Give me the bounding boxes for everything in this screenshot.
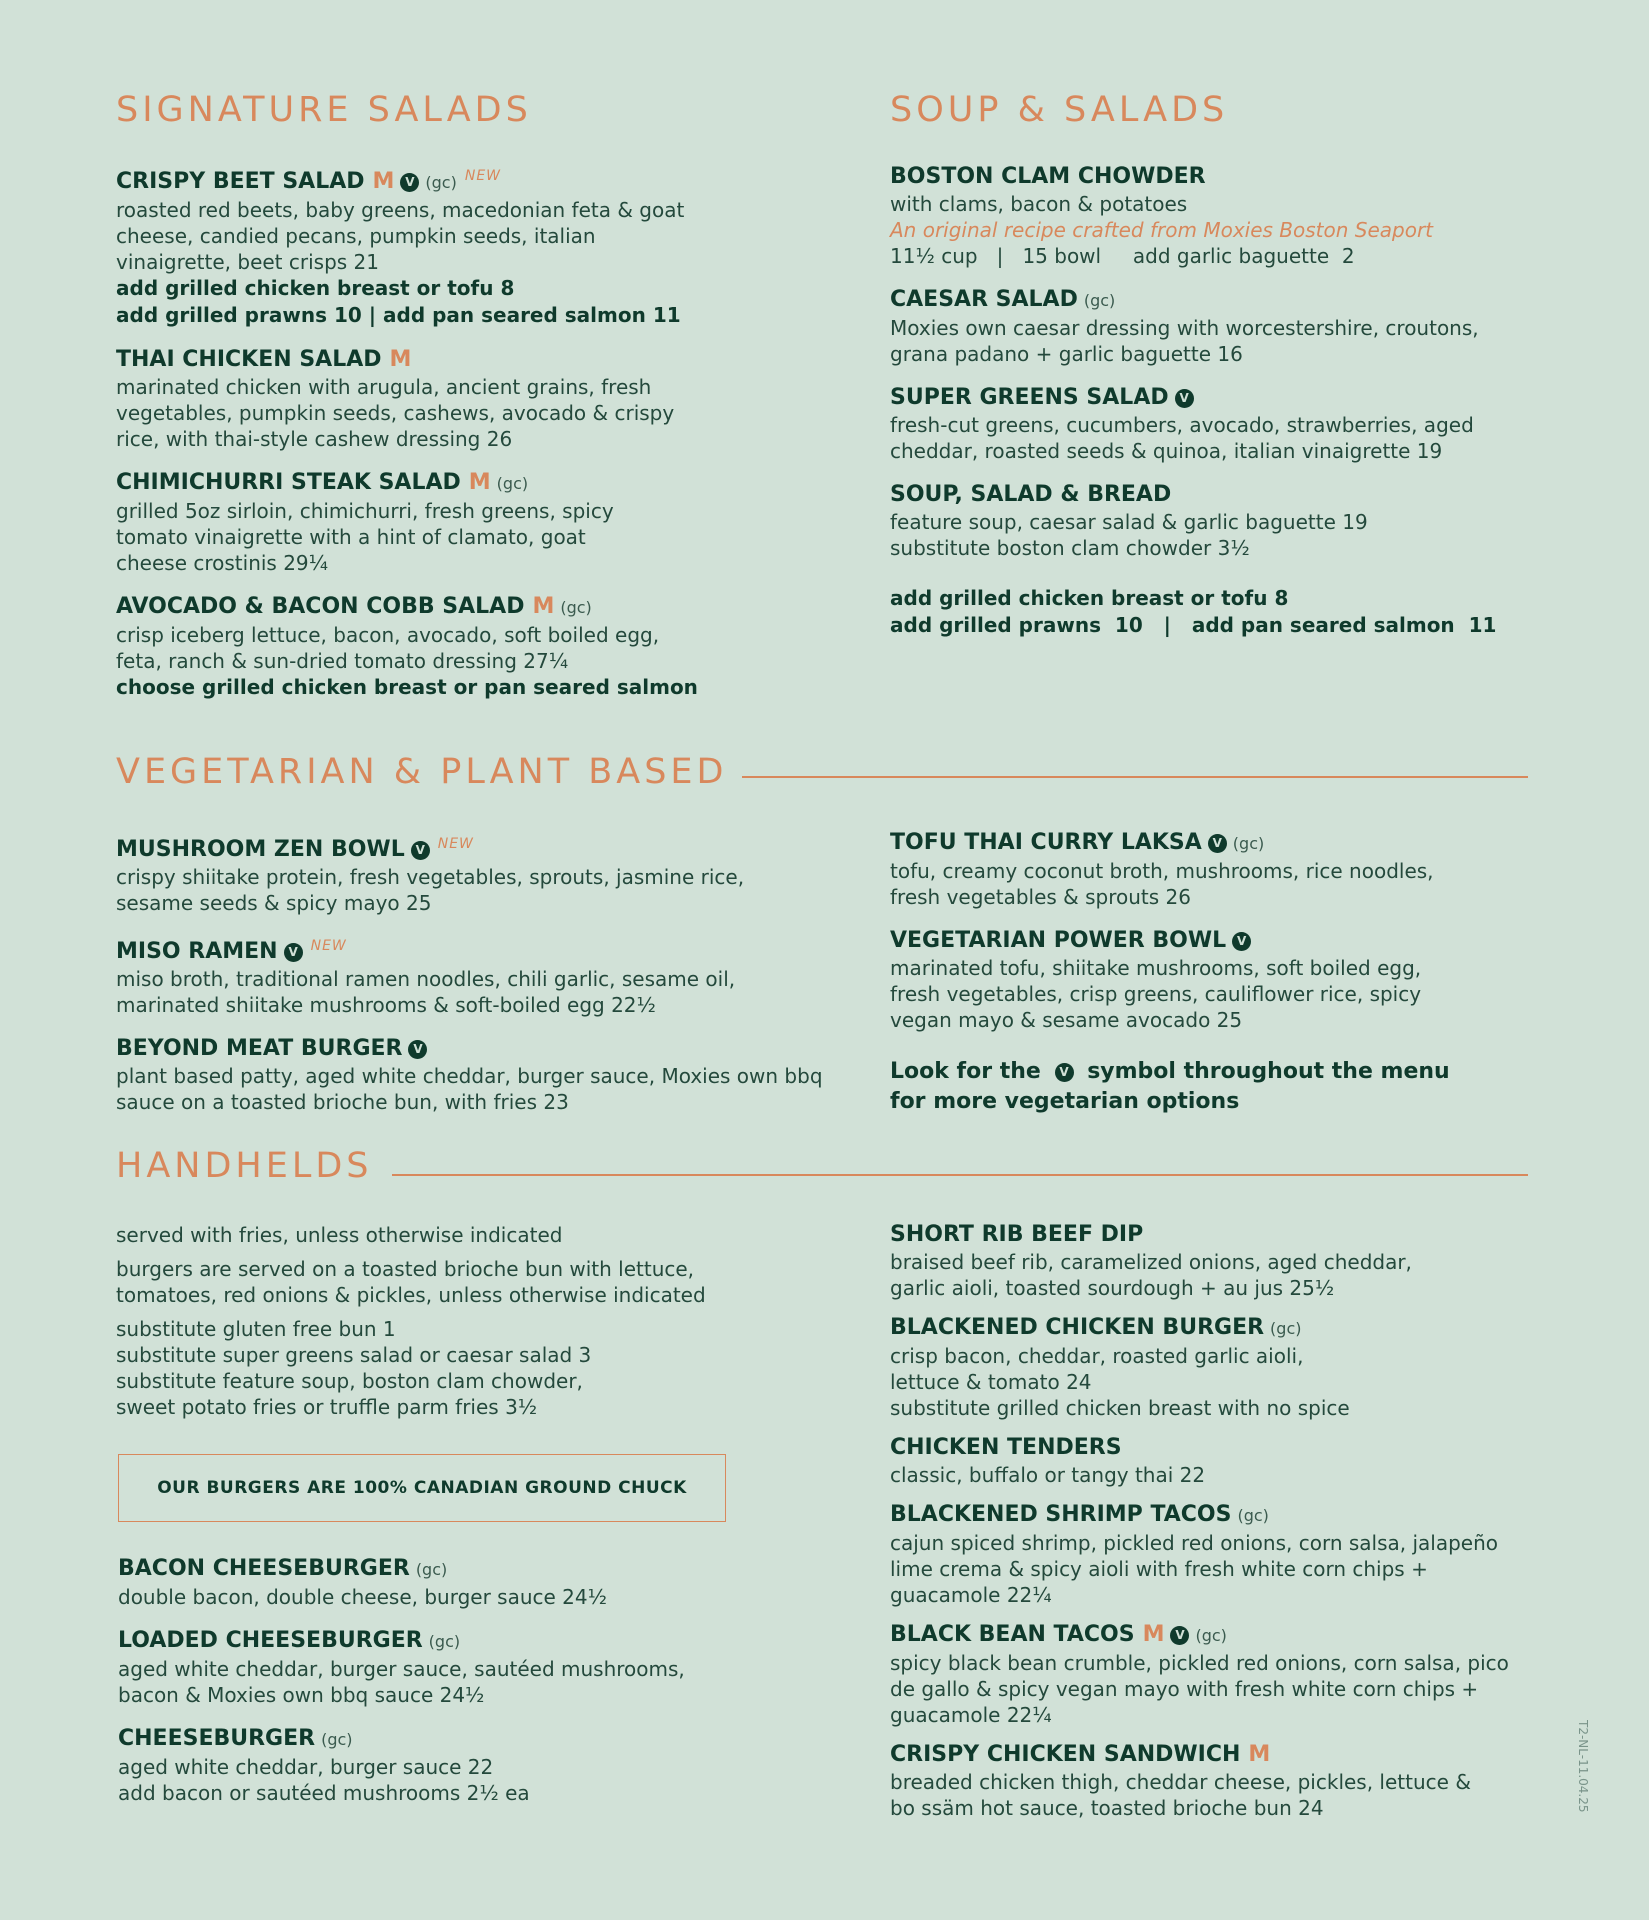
item-addon: add grilled chicken breast or tofu 8 [116, 276, 515, 300]
vegetarian-icon: V [1232, 932, 1251, 951]
menu-item-chicken-tenders [890, 1433, 1550, 1488]
item-description: fresh-cut greens, cucumbers, avocado, strawberries, aged cheddar, roasted seeds & quinoa, italian vinaigrette 19 [890, 413, 1474, 463]
gluten-conscious-badge: (gc) [496, 474, 529, 493]
vegetarian-icon: V [1208, 834, 1227, 853]
item-description: cajun spiced shrimp, pickled red onions, corn salsa, jalapeño lime crema & spicy aioli with fresh white corn chips + guacamole 22¼ [890, 1531, 1499, 1607]
vegetarian-symbol-note: Look for the V symbol throughout the menu for more vegetarian options [890, 1059, 1450, 1114]
item-price: 11½ cup | 15 bowl add garlic baguette 2 [890, 244, 1355, 268]
vegetarian-icon: V [1170, 1626, 1189, 1645]
menu-item-blackened-chicken-burger [890, 1313, 1550, 1421]
menu-item-miso-ramen [116, 932, 836, 1018]
item-description: miso broth, traditional ramen noodles, chili garlic, sesame oil, marinated shiitake mushrooms & soft-boiled egg 22½ [116, 967, 736, 1017]
handhelds-intro-fries: served with fries, unless otherwise indicated [116, 1223, 563, 1247]
item-name: CRISPY CHICKEN SANDWICH M [890, 1742, 1271, 1767]
m-icon: M [389, 347, 412, 372]
item-description: grilled 5oz sirloin, chimichurri, fresh greens, spicy tomato vinaigrette with a hint of clamato, goat cheese crostinis 29¼ [116, 499, 614, 575]
item-description: double bacon, double cheese, burger sauce 24½ [118, 1585, 608, 1609]
section-title-soup-salads: SOUP & SALADS [890, 90, 1229, 130]
item-name: CRISPY BEET SALAD M V (gc) $^{NEW}$ [116, 168, 502, 194]
vegetarian-icon: V [284, 943, 303, 962]
item-name: SUPER GREENS SALAD V [890, 383, 1570, 412]
item-description: aged white cheddar, burger sauce 22 [118, 1755, 494, 1779]
menu-item-black-bean-tacos [890, 1620, 1550, 1728]
item-name: THAI CHICKEN SALAD M [116, 347, 412, 372]
item-addon: choose grilled chicken breast or pan seared salmon [116, 675, 698, 699]
menu-item-vegetarian-power-bowl [890, 926, 1570, 1033]
item-addon: add grilled prawns 10 | add pan seared salmon 11 [116, 303, 681, 327]
item-tagline: An original recipe crafted from Moxies Boston Seaport [890, 218, 1434, 242]
item-name: SOUP, SALAD & BREAD [890, 482, 1172, 507]
m-icon: M [532, 594, 555, 619]
item-description: feature soup, caesar salad & garlic baguette 19 [890, 510, 1368, 534]
soup-salads-addon: add grilled chicken breast or tofu 8 [890, 586, 1289, 610]
handhelds-substitution: substitute gluten free bun 1 [116, 1317, 396, 1341]
section-title-handhelds: HANDHELDS [116, 1146, 373, 1186]
menu-item-crispy-chicken-sandwich [890, 1740, 1550, 1821]
new-badge: NEW [310, 938, 347, 954]
menu-item-caesar-salad [890, 285, 1570, 367]
gluten-conscious-badge: (gc) [1083, 291, 1116, 310]
gluten-conscious-badge: (gc) [415, 1560, 448, 1579]
item-name: MISO RAMEN V $^{NEW}$ [116, 938, 347, 964]
item-description: crispy shiitake protein, fresh vegetables, sprouts, jasmine rice, sesame seeds & spicy mayo 25 [116, 865, 745, 915]
vegetarian-icon: V [1175, 389, 1194, 408]
vegetarian-left-list [116, 830, 836, 1131]
item-substitution: substitute grilled chicken breast with no spice [890, 1396, 1350, 1420]
item-addon: add bacon or sautéed mushrooms 2½ ea [118, 1781, 530, 1805]
item-description: marinated tofu, shiitake mushrooms, soft boiled egg, fresh vegetables, crisp greens, cauliflower rice, spicy vegan mayo & sesame avocado 25 [890, 956, 1422, 1032]
item-name: CHIMICHURRI STEAK SALAD M (gc) [116, 470, 529, 495]
gluten-conscious-badge: (gc) [1237, 1506, 1269, 1525]
gluten-conscious-badge: (gc) [1232, 834, 1265, 853]
handhelds-substitution: substitute super greens salad or caesar salad 3 [116, 1343, 592, 1367]
handhelds-left-list [118, 1554, 798, 1822]
item-name: BLACKENED SHRIMP TACOS (gc) [890, 1502, 1269, 1527]
vegetarian-icon: V [408, 1040, 427, 1059]
item-description: aged white cheddar, burger sauce, sautéed mushrooms, bacon & Moxies own bbq sauce 24½ [118, 1657, 685, 1707]
m-icon: M [1142, 1622, 1165, 1647]
item-description: with clams, bacon & potatoes [890, 192, 1188, 216]
soup-salads-list [890, 162, 1570, 639]
menu-item-bacon-cheeseburger [118, 1554, 798, 1610]
item-name: CHICKEN TENDERS [890, 1435, 1122, 1460]
item-name: AVOCADO & BACON COBB SALAD M (gc) [116, 594, 592, 619]
item-substitution: substitute boston clam chowder 3½ [890, 536, 1250, 560]
m-icon: M [1248, 1742, 1271, 1767]
handhelds-substitution: substitute feature soup, boston clam chowder, sweet potato fries or truffle parm fries 3½ [116, 1369, 583, 1419]
item-description: Moxies own caesar dressing with worcestershire, croutons, grana padano + garlic baguette 16 [890, 316, 1479, 366]
item-description: plant based patty, aged white cheddar, burger sauce, Moxies own bbq sauce on a toasted brioche bun, with fries 23 [116, 1064, 823, 1114]
item-description: marinated chicken with arugula, ancient grains, fresh vegetables, pumpkin seeds, cashews, avocado & crispy rice, with thai-style cashew dressing 26 [116, 375, 675, 451]
menu-item-cheeseburger [118, 1724, 798, 1806]
item-description: spicy black bean crumble, pickled red onions, corn salsa, pico de gallo & spicy vegan mayo with fresh white corn chips + guacamole 22¼ [890, 1651, 1509, 1727]
handhelds-right-list [890, 1220, 1550, 1837]
section-title-vegetarian: VEGETARIAN & PLANT BASED [116, 752, 728, 792]
item-description: braised beef rib, caramelized onions, aged cheddar, garlic aioli, toasted sourdough + au jus 25½ [890, 1250, 1412, 1300]
menu-item-beyond-meat-burger [116, 1034, 836, 1115]
item-description: classic, buffalo or tangy thai 22 [890, 1463, 1206, 1487]
new-badge: NEW [464, 168, 502, 184]
item-name: BACON CHEESEBURGER (gc) [118, 1556, 448, 1581]
menu-item-short-rib-beef-dip [890, 1220, 1550, 1301]
section-divider [392, 1174, 1528, 1176]
item-description: roasted red beets, baby greens, macedonian feta & goat cheese, candied pecans, pumpkin seeds, italian vinaigrette, beet crisps 21 [116, 198, 685, 274]
item-name: CAESAR SALAD (gc) [890, 287, 1116, 312]
menu-item-blackened-shrimp-tacos [890, 1500, 1550, 1608]
section-divider [742, 776, 1528, 778]
vegetarian-icon: V [411, 841, 430, 860]
item-name: TOFU THAI CURRY LAKSA V (gc) [890, 830, 1265, 855]
item-name: BLACK BEAN TACOS M V (gc) [890, 1622, 1227, 1647]
menu-item-tofu-thai-curry-laksa [890, 828, 1570, 910]
gluten-conscious-badge: (gc) [321, 1730, 353, 1749]
item-name: LOADED CHEESEBURGER (gc) [118, 1628, 461, 1653]
handhelds-intro [116, 1222, 756, 1420]
new-badge: NEW [437, 836, 474, 852]
menu-item-boston-clam-chowder [890, 162, 1570, 269]
gluten-conscious-badge: (gc) [560, 598, 592, 617]
item-name: CHEESEBURGER (gc) [118, 1726, 353, 1751]
vegetarian-icon: V [1055, 1063, 1074, 1082]
section-title-signature-salads: SIGNATURE SALADS [116, 90, 532, 130]
menu-item-loaded-cheeseburger [118, 1626, 798, 1708]
item-name: BLACKENED CHICKEN BURGER (gc) [890, 1315, 1302, 1340]
item-description: breaded chicken thigh, cheddar cheese, pickles, lettuce & bo ssäm hot sauce, toasted brioche bun 24 [890, 1770, 1471, 1820]
item-description: tofu, creamy coconut broth, mushrooms, rice noodles, fresh vegetables & sprouts 26 [890, 859, 1434, 909]
gluten-conscious-badge: (gc) [1270, 1319, 1302, 1338]
gluten-conscious-badge: (gc) [1195, 1626, 1227, 1645]
item-description: crisp bacon, cheddar, roasted garlic aioli, lettuce & tomato 24 [890, 1344, 1304, 1394]
canadian-chuck-callout: OUR BURGERS ARE 100% CANADIAN GROUND CHUCK [118, 1454, 726, 1522]
handhelds-intro-burgers: burgers are served on a toasted brioche bun with lettuce, tomatoes, red onions & pickles, unless otherwise indicated [116, 1257, 706, 1307]
menu-item-thai-chicken-salad [116, 345, 816, 452]
vegetarian-right-list [890, 828, 1570, 1117]
menu-item-crispy-beet-salad [116, 162, 816, 329]
menu-item-avocado-bacon-cobb-salad [116, 592, 816, 701]
item-name: BOSTON CLAM CHOWDER [890, 164, 1206, 189]
soup-salads-addon: add grilled prawns 10 | add pan seared salmon 11 [890, 613, 1497, 637]
gluten-conscious-badge: (gc) [428, 1632, 461, 1651]
gluten-conscious-badge: (gc) [425, 173, 457, 192]
item-name: SHORT RIB BEEF DIP [890, 1222, 1144, 1247]
item-name: BEYOND MEAT BURGER V [116, 1034, 836, 1063]
item-name: MUSHROOM ZEN BOWL V $^{NEW}$ [116, 836, 474, 862]
menu-item-chimichurri-steak-salad [116, 468, 816, 576]
item-description: crisp iceberg lettuce, bacon, avocado, soft boiled egg, feta, ranch & sun-dried tomato dressing 27¼ [116, 623, 660, 673]
menu-item-super-greens-salad [890, 383, 1570, 464]
menu-item-mushroom-zen-bowl [116, 830, 836, 916]
signature-salads-list [116, 162, 816, 717]
menu-version-code: T2-NL-11.04.25 [1576, 1720, 1590, 1813]
m-icon: M [372, 169, 395, 194]
item-name: VEGETARIAN POWER BOWL V [890, 926, 1570, 955]
menu-item-soup-salad-bread [890, 480, 1570, 561]
m-icon: M [468, 470, 491, 495]
vegetarian-icon: V [400, 173, 419, 192]
